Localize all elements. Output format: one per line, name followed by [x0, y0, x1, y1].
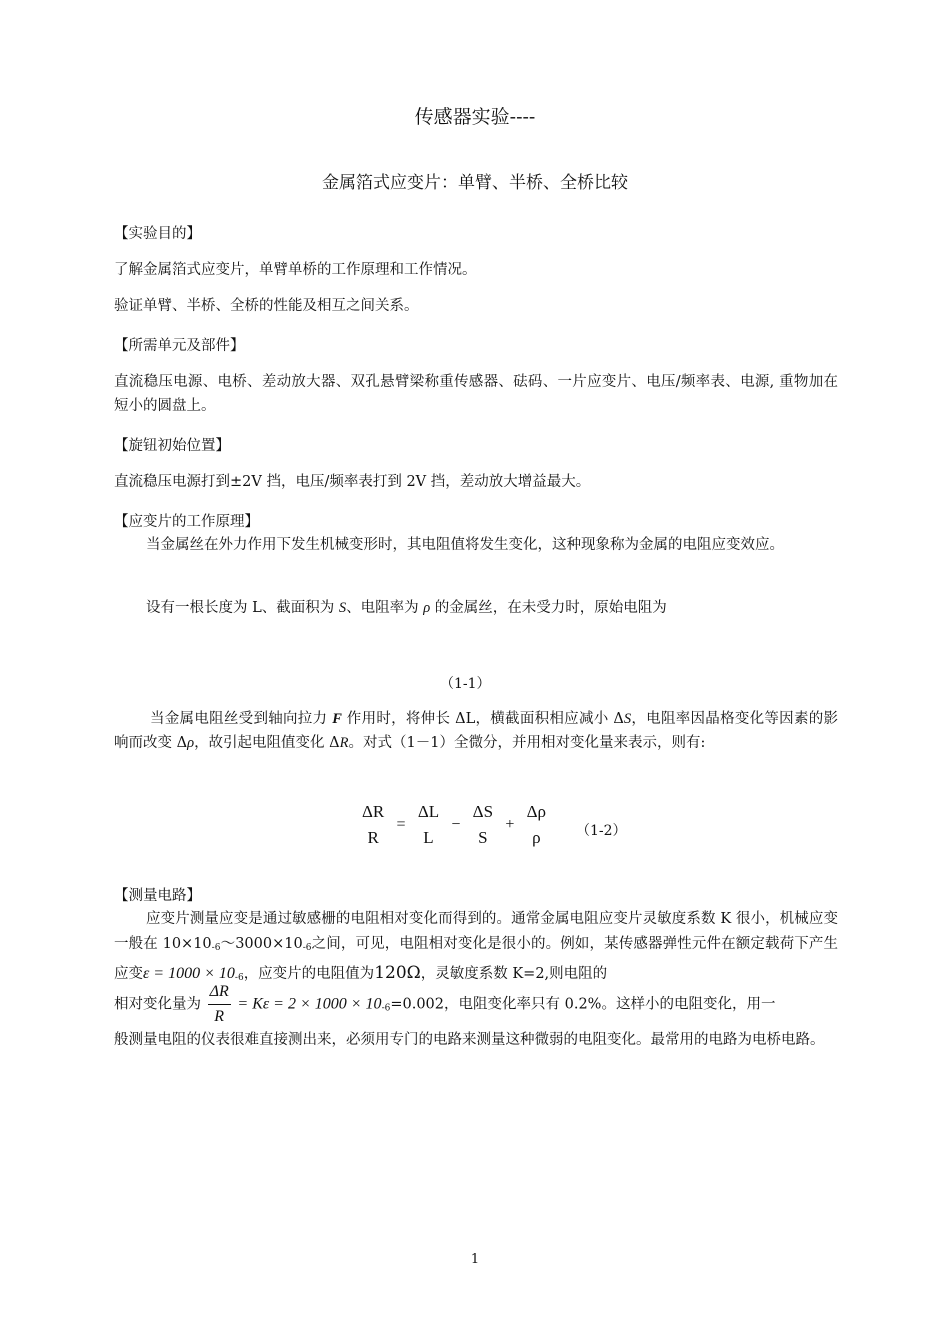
page-number: 1 [470, 1252, 480, 1267]
page-subtitle: 金属箔式应变片：单臂、半桥、全桥比较 [322, 173, 628, 193]
principle-heading: 【应变片的工作原理】 [114, 514, 259, 530]
purpose-line-2: 验证单臂、半桥、全桥的性能及相互之间关系。 [114, 298, 419, 314]
equation-1-2: ΔR R = ΔL L − ΔS S + Δρ ρ [362, 802, 547, 847]
fraction-delta-l-over-l: ΔL L [417, 802, 440, 847]
purpose-line-1: 了解金属箔式应变片，单臂单桥的工作原理和工作情况。 [114, 262, 477, 278]
equation-1-1-label: （1-1） [440, 676, 491, 692]
inline-fraction-delta-r-over-r: $\frac{\Delta R}{R}$ [208, 980, 231, 1029]
fraction-delta-r-over-r: ΔR R [362, 802, 385, 847]
purpose-heading: 【实验目的】 [114, 226, 201, 242]
fraction-delta-rho-over-rho: Δρ ρ [526, 802, 547, 847]
circuit-paragraph-1: 应变片测量应变是通过敏感栅的电阻相对变化而得到的。通常金属电阻应变片灵敏度系数 K 很小，机械应变一般在 $10\times 10_{-6}\sim 3000\times 10_{-6}$之间，可见，电阻相对变化是很小的。例如，某传感器弹性元件在额定载荷下产生应变$\varepsilon = 1000 \times 10_{-6}$，应变片的电阻值为120Ω，灵敏度系数 K=2,则电阻的 [114, 911, 838, 983]
knob-text: 直流稳压电源打到±2V 挡，电压/频率表打到 2V 挡，差动放大增益最大。 [114, 474, 591, 490]
units-text: 直流稳压电源、电桥、差动放大器、双孔悬臂梁称重传感器、砝码、一片应变片、电压/频率表、电源, 重物加在短小的圆盘上。 [114, 374, 838, 414]
page-title: 传感器实验---- [414, 106, 536, 128]
circuit-heading: 【测量电路】 [114, 888, 201, 904]
knob-heading: 【旋钮初始位置】 [114, 438, 230, 454]
circuit-paragraph-2: 相对变化量为 $\frac{\Delta R}{R}$ = $K\varepsilon = 2 \times 1000 \times 10_{-6}=0.002$，电阻变化率只有 0.2%。这样小的电阻变化，用一 [114, 980, 838, 1029]
circuit-paragraph-3: 般测量电阻的仪表很难直接测出来，必须用专门的电路来测量这种微弱的电阻变化。最常用的电路为电桥电路。 [114, 1032, 825, 1048]
principle-paragraph-3: 当金属电阻丝受到轴向拉力 F 作用时，将伸长 ΔL，横截面积相应减小 ΔS，电阻率因晶格变化等因素的影响而改变 Δρ，故引起电阻值变化 ΔR。对式（1－1）全微分，并用相对变化量来表示，则有: [114, 711, 839, 751]
fraction-delta-s-over-s: ΔS S [472, 802, 494, 847]
principle-paragraph-1: 当金属丝在外力作用下发生机械变形时，其电阻值将发生变化，这种现象称为金属的电阻应变效应。 [146, 537, 784, 553]
equation-1-2-label: （1-2） [576, 823, 627, 839]
principle-paragraph-2: 设有一根长度为 L、截面积为 S、电阻率为 ρ 的金属丝，在未受力时，原始电阻为 [146, 600, 667, 616]
units-heading: 【所需单元及部件】 [114, 338, 245, 354]
